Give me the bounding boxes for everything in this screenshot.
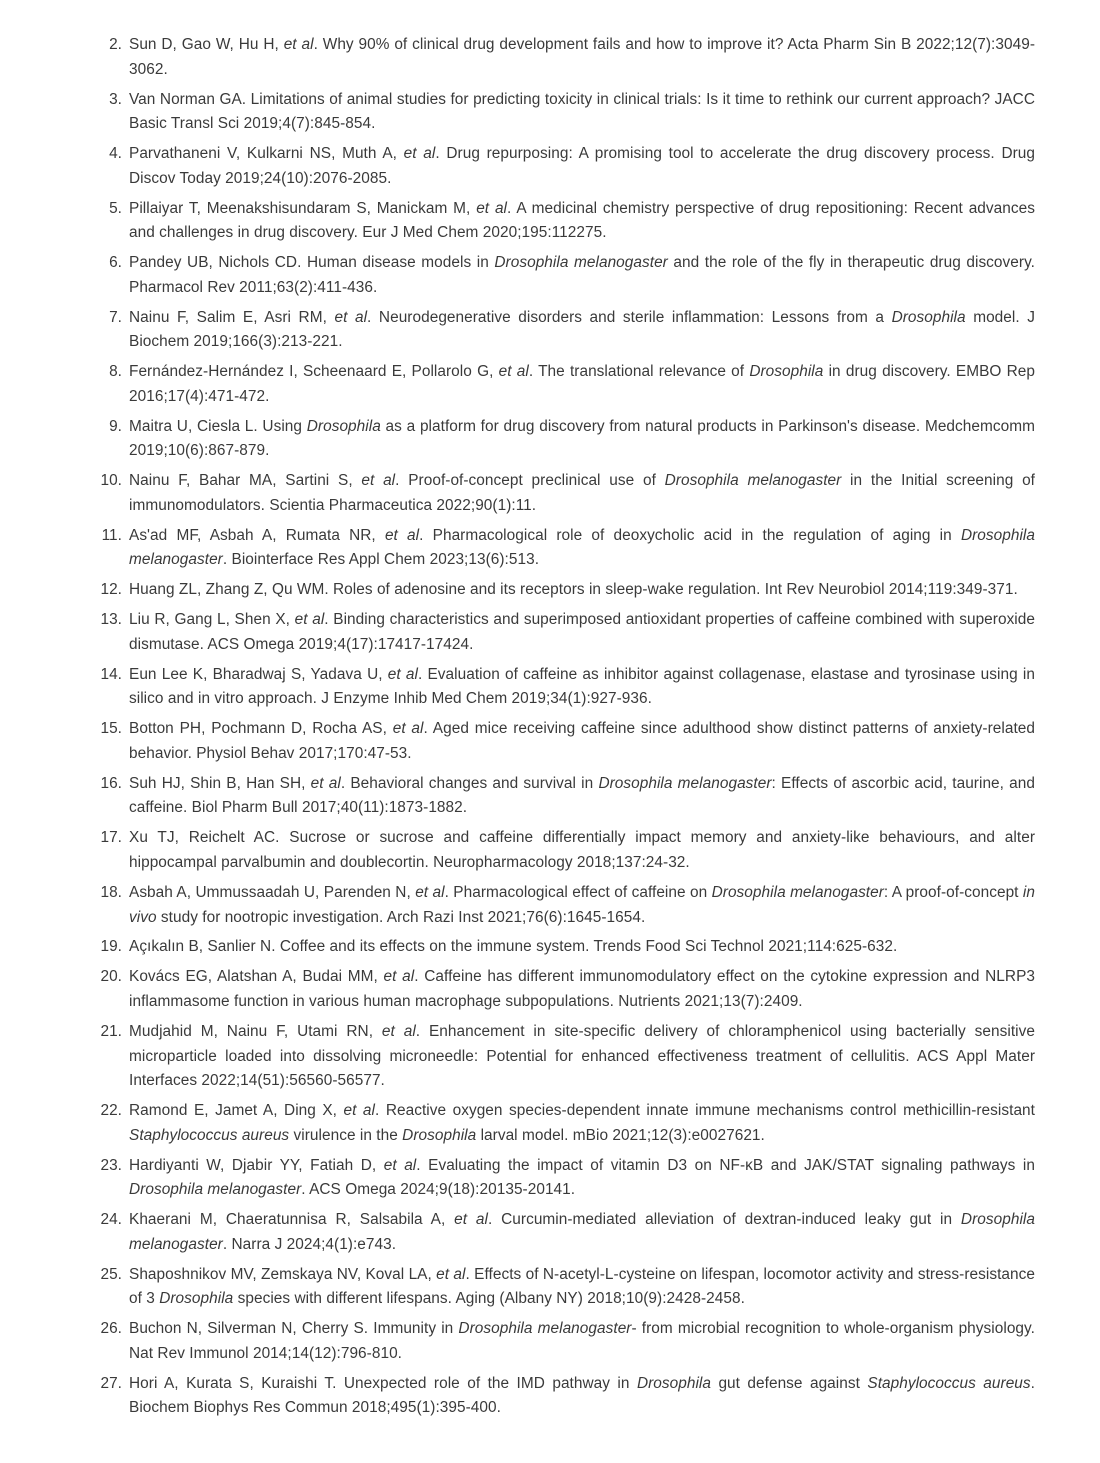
- reference-text: Nainu F, Bahar MA, Sartini S,: [129, 472, 362, 490]
- reference-italic-text: et al: [343, 1102, 376, 1120]
- reference-text: Botton PH, Pochmann D, Rocha AS,: [129, 720, 393, 738]
- reference-italic-text: Drosophila: [159, 1290, 234, 1308]
- reference-number: 24.: [100, 1211, 122, 1229]
- reference-italic-text: Staphylococcus aureus: [867, 1374, 1031, 1392]
- reference-number: 11.: [101, 526, 122, 544]
- reference-text: As'ad MF, Asbah A, Rumata NR,: [129, 526, 385, 544]
- reference-text: . Proof-of-concept preclinical use of: [395, 472, 665, 490]
- reference-italic-text: et al: [403, 145, 436, 163]
- reference-text: Hori A, Kurata S, Kuraishi T. Unexpected role of the IMD pathway in: [129, 1374, 637, 1392]
- reference-number: 5.: [109, 199, 122, 217]
- reference-item: [0, 881, 1035, 930]
- reference-item: [0, 772, 1035, 821]
- reference-italic-text: et al: [283, 36, 314, 53]
- reference-text: Liu R, Gang L, Shen X,: [129, 611, 295, 629]
- reference-text: . Curcumin-mediated alleviation of dextran-induced leaky gut in: [487, 1211, 961, 1229]
- reference-italic-text: Drosophila: [749, 363, 824, 381]
- reference-text: - from microbial recognition to whole-organism physiology. Nat Rev Immunol 2014;14(12):796-810.: [129, 1320, 1035, 1362]
- reference-text: . Pharmacological effect of caffeine on: [444, 883, 712, 901]
- reference-text: : A proof-of-concept: [883, 883, 1023, 901]
- reference-number: 3.: [109, 90, 122, 108]
- reference-item: [0, 1154, 1035, 1203]
- reference-text: . Aged mice receiving caffeine since adulthood show distinct patterns of anxiety-related behavior. Physiol Behav 2017;170:47-53.: [129, 720, 1035, 762]
- reference-number: 26.: [100, 1320, 122, 1338]
- reference-number: 9.: [109, 417, 122, 435]
- reference-number: 4.: [109, 145, 122, 163]
- reference-item: [0, 1263, 1035, 1312]
- reference-italic-text: et al: [454, 1211, 488, 1229]
- reference-number: 25.: [100, 1265, 122, 1283]
- reference-item: [0, 608, 1035, 657]
- reference-number: 17.: [100, 829, 122, 847]
- reference-text: Sun D, Gao W, Hu H,: [129, 36, 284, 53]
- reference-text: in the Initial screening of immunomodulators. Scientia Pharmaceutica 2022;90(1):11.: [129, 472, 1036, 514]
- reference-text: . Effects of N-acetyl-L-cysteine on lifespan, locomotor activity and stress-resistance of 3: [129, 1265, 1035, 1308]
- reference-text: . Evaluating the impact of vitamin D3 on NF-κB and JAK/STAT signaling pathways in: [416, 1156, 1036, 1174]
- reference-text: Xu TJ, Reichelt AC. Sucrose or sucrose and caffeine differentially impact memory and anxiety-like behaviours, and alter hippocampal parvalbumin and doublecortin. Neuropharmacology 2018;137:24-32.: [129, 829, 1035, 871]
- reference-text: . Why 90% of clinical drug development fails and how to improve it? Acta Pharm Sin B 2022;12(7):3049-3062.: [129, 36, 1035, 78]
- reference-text: . Biochem Biophys Res Commun 2018;495(1):395-400.: [129, 1374, 1035, 1417]
- reference-text: Parvathaneni V, Kulkarni NS, Muth A,: [129, 145, 404, 163]
- reference-text: Buchon N, Silverman N, Cherry S. Immunity in: [129, 1320, 459, 1338]
- reference-text: as a platform for drug discovery from natural products in Parkinson's disease. Medchemcomm 2019;10(6):867-879.: [129, 417, 1035, 460]
- reference-text: Kovács EG, Alatshan A, Budai MM,: [129, 968, 384, 986]
- reference-italic-text: et al: [383, 1156, 417, 1174]
- reference-italic-text: Drosophila: [891, 308, 966, 326]
- reference-number: 7.: [109, 308, 122, 326]
- reference-text: Shaposhnikov MV, Zemskaya NV, Koval LA,: [129, 1265, 437, 1283]
- reference-item: [0, 360, 1035, 409]
- reference-item: [0, 251, 1035, 300]
- reference-italic-text: Drosophila: [402, 1126, 477, 1144]
- reference-text: . Biointerface Res Appl Chem 2023;13(6):513.: [222, 551, 540, 569]
- reference-item: [0, 1020, 1035, 1094]
- reference-item: [0, 306, 1035, 355]
- reference-text: . Neurodegenerative disorders and sterile inflammation: Lessons from a: [367, 308, 892, 326]
- reference-italic-text: Drosophila: [636, 1374, 712, 1392]
- reference-text: . Drug repurposing: A promising tool to accelerate the drug discovery process. Drug Discov Today 2019;24(10):2076-2085.: [129, 145, 1035, 187]
- reference-italic-text: et al: [498, 363, 529, 381]
- reference-item: [0, 469, 1035, 518]
- reference-text: Pandey UB, Nichols CD. Human disease models in: [129, 254, 495, 272]
- reference-text: gut defense against: [711, 1374, 868, 1392]
- reference-item: [0, 524, 1035, 573]
- reference-text: Maitra U, Ciesla L. Using: [129, 417, 307, 435]
- reference-text: and the role of the fly in therapeutic drug discovery. Pharmacol Rev 2011;63(2):411-436.: [129, 254, 1035, 296]
- reference-text: Hardiyanti W, Djabir YY, Fatiah D,: [129, 1156, 384, 1174]
- reference-item: [0, 826, 1035, 875]
- reference-number: 20.: [100, 968, 122, 986]
- reference-text: Açıkalın B, Sanlier N. Coffee and its effects on the immune system. Trends Food Sci Technol 2021;114:625-632.: [129, 938, 898, 956]
- reference-italic-text: et al: [387, 665, 418, 683]
- reference-text: Ramond E, Jamet A, Ding X,: [129, 1102, 344, 1120]
- reference-text: Eun Lee K, Bharadwaj S, Yadava U,: [129, 665, 388, 683]
- reference-item: [0, 663, 1035, 712]
- reference-text: virulence in the: [289, 1126, 403, 1144]
- reference-italic-text: Drosophila melanogaster: [598, 774, 772, 792]
- reference-item: [0, 1099, 1035, 1148]
- reference-text: Fernández-Hernández I, Scheenaard E, Pollarolo G,: [129, 363, 499, 381]
- reference-text: Huang ZL, Zhang Z, Qu WM. Roles of adenosine and its receptors in sleep-wake regulation. Int Rev Neurobiol 2014;119:349-371.: [129, 581, 1018, 599]
- reference-number: 2.: [109, 36, 122, 53]
- reference-text: . Reactive oxygen species-dependent innate immune mechanisms control methicillin-resistant: [375, 1102, 1035, 1120]
- reference-number: 18.: [100, 883, 122, 901]
- reference-item: [0, 415, 1035, 464]
- reference-text: . The translational relevance of: [528, 363, 750, 381]
- reference-italic-text: Drosophila: [306, 417, 381, 435]
- reference-text: Pillaiyar T, Meenakshisundaram S, Manickam M,: [129, 199, 477, 217]
- reference-number: 14.: [100, 665, 122, 683]
- reference-item: [0, 142, 1035, 191]
- reference-number: 22.: [100, 1102, 122, 1120]
- reference-italic-text: Drosophila melanogaster: [129, 526, 1036, 569]
- reference-italic-text: et al: [383, 968, 415, 986]
- reference-number: 13.: [100, 611, 122, 629]
- reference-item: [0, 1208, 1035, 1257]
- reference-text: Khaerani M, Chaeratunnisa R, Salsabila A,: [129, 1211, 455, 1229]
- reference-italic-text: Drosophila melanogaster: [711, 883, 884, 901]
- reference-number: 6.: [109, 254, 122, 272]
- reference-italic-text: Drosophila melanogaster: [664, 472, 842, 490]
- reference-item: [0, 33, 1035, 82]
- reference-number: 8.: [109, 363, 122, 381]
- reference-text: study for nootropic investigation. Arch Razi Inst 2021;76(6):1645-1654.: [156, 908, 646, 926]
- reference-list: [0, 33, 1100, 1426]
- reference-italic-text: et al: [415, 883, 445, 901]
- reference-text: . Evaluation of caffeine as inhibitor against collagenase, elastase and tyrosinase using in silico and in vitro approach. J Enzyme Inhib Med Chem 2019;34(1):927-936.: [129, 665, 1035, 708]
- reference-italic-text: et al: [392, 720, 424, 738]
- reference-number: 15.: [100, 720, 122, 738]
- reference-item: [0, 578, 1035, 603]
- reference-italic-text: Drosophila melanogaster: [494, 254, 668, 272]
- reference-text: . ACS Omega 2024;9(18):20135-20141.: [301, 1181, 576, 1199]
- reference-item: [0, 1317, 1035, 1366]
- reference-italic-text: Drosophila melanogaster: [458, 1320, 632, 1338]
- reference-italic-text: et al: [436, 1265, 466, 1283]
- reference-number: 12.: [100, 581, 122, 599]
- reference-italic-text: et al: [334, 308, 368, 326]
- reference-text: . Caffeine has different immunomodulatory effect on the cytokine expression and NLRP3 inflammasome function in various human macrophage subpopulations. Nutrients 2021;13(7):2409.: [129, 968, 1036, 1010]
- reference-italic-text: Staphylococcus aureus: [129, 1126, 290, 1144]
- reference-text: . Enhancement in site-specific delivery of chloramphenicol using bacterially sensitive microparticle loaded into dissolving microneedle: Potential for enhanced effectiveness treatment of cellulitis. ACS Appl Mater Interfaces 2022;14(51):56560-56577.: [129, 1022, 1035, 1090]
- reference-item: [0, 88, 1035, 137]
- reference-number: 16.: [100, 774, 122, 792]
- reference-italic-text: et al: [476, 199, 508, 217]
- reference-item: [0, 935, 1035, 960]
- reference-number: 23.: [100, 1156, 122, 1174]
- reference-italic-text: Drosophila melanogaster: [129, 1181, 302, 1199]
- reference-text: Nainu F, Salim E, Asri RM,: [129, 308, 335, 326]
- reference-number: 27.: [100, 1374, 122, 1392]
- reference-text: Asbah A, Ummussaadah U, Parenden N,: [129, 883, 416, 901]
- reference-text: . Behavioral changes and survival in: [340, 774, 599, 792]
- reference-text: . Pharmacological role of deoxycholic acid in the regulation of aging in: [419, 526, 961, 544]
- reference-text: . Narra J 2024;4(1):e743.: [222, 1235, 397, 1253]
- reference-text: Suh HJ, Shin B, Han SH,: [129, 774, 311, 792]
- reference-item: [0, 717, 1035, 766]
- reference-text: species with different lifespans. Aging (Albany NY) 2018;10(9):2428-2458.: [233, 1290, 745, 1308]
- reference-text: . A medicinal chemistry perspective of drug repositioning: Recent advances and challenges in drug discovery. Eur J Med Chem 2020;195:112275.: [129, 199, 1035, 242]
- reference-text: model. J Biochem 2019;166(3):213-221.: [129, 308, 1035, 351]
- reference-number: 21.: [100, 1022, 122, 1040]
- reference-italic-text: et al: [384, 526, 420, 544]
- reference-item: [0, 197, 1035, 246]
- reference-italic-text: in vivo: [129, 883, 1035, 926]
- reference-text: : Effects of ascorbic acid, taurine, and caffeine. Biol Pharm Bull 2017;40(11):1873-1882.: [129, 774, 1035, 817]
- reference-number: 19.: [100, 938, 122, 956]
- reference-number: 10.: [100, 472, 122, 490]
- reference-item: [0, 1372, 1035, 1421]
- reference-italic-text: et al: [361, 472, 396, 490]
- reference-text: Mudjahid M, Nainu F, Utami RN,: [129, 1022, 382, 1040]
- reference-text: larval model. mBio 2021;12(3):e0027621.: [476, 1126, 765, 1144]
- reference-text: Van Norman GA. Limitations of animal studies for predicting toxicity in clinical trials: Is it time to rethink our current approach? JACC Basic Transl Sci 2019;4(7):845-854.: [129, 90, 1035, 133]
- reference-italic-text: et al: [294, 611, 325, 629]
- reference-italic-text: et al: [381, 1022, 416, 1040]
- reference-text: in drug discovery. EMBO Rep 2016;17(4):471-472.: [129, 363, 1036, 405]
- reference-italic-text: et al: [310, 774, 341, 792]
- reference-text: . Binding characteristics and superimposed antioxidant properties of caffeine combined with superoxide dismutase. ACS Omega 2019;4(17):17417-17424.: [129, 611, 1035, 653]
- reference-italic-text: Drosophila melanogaster: [129, 1211, 1035, 1253]
- reference-item: [0, 965, 1035, 1014]
